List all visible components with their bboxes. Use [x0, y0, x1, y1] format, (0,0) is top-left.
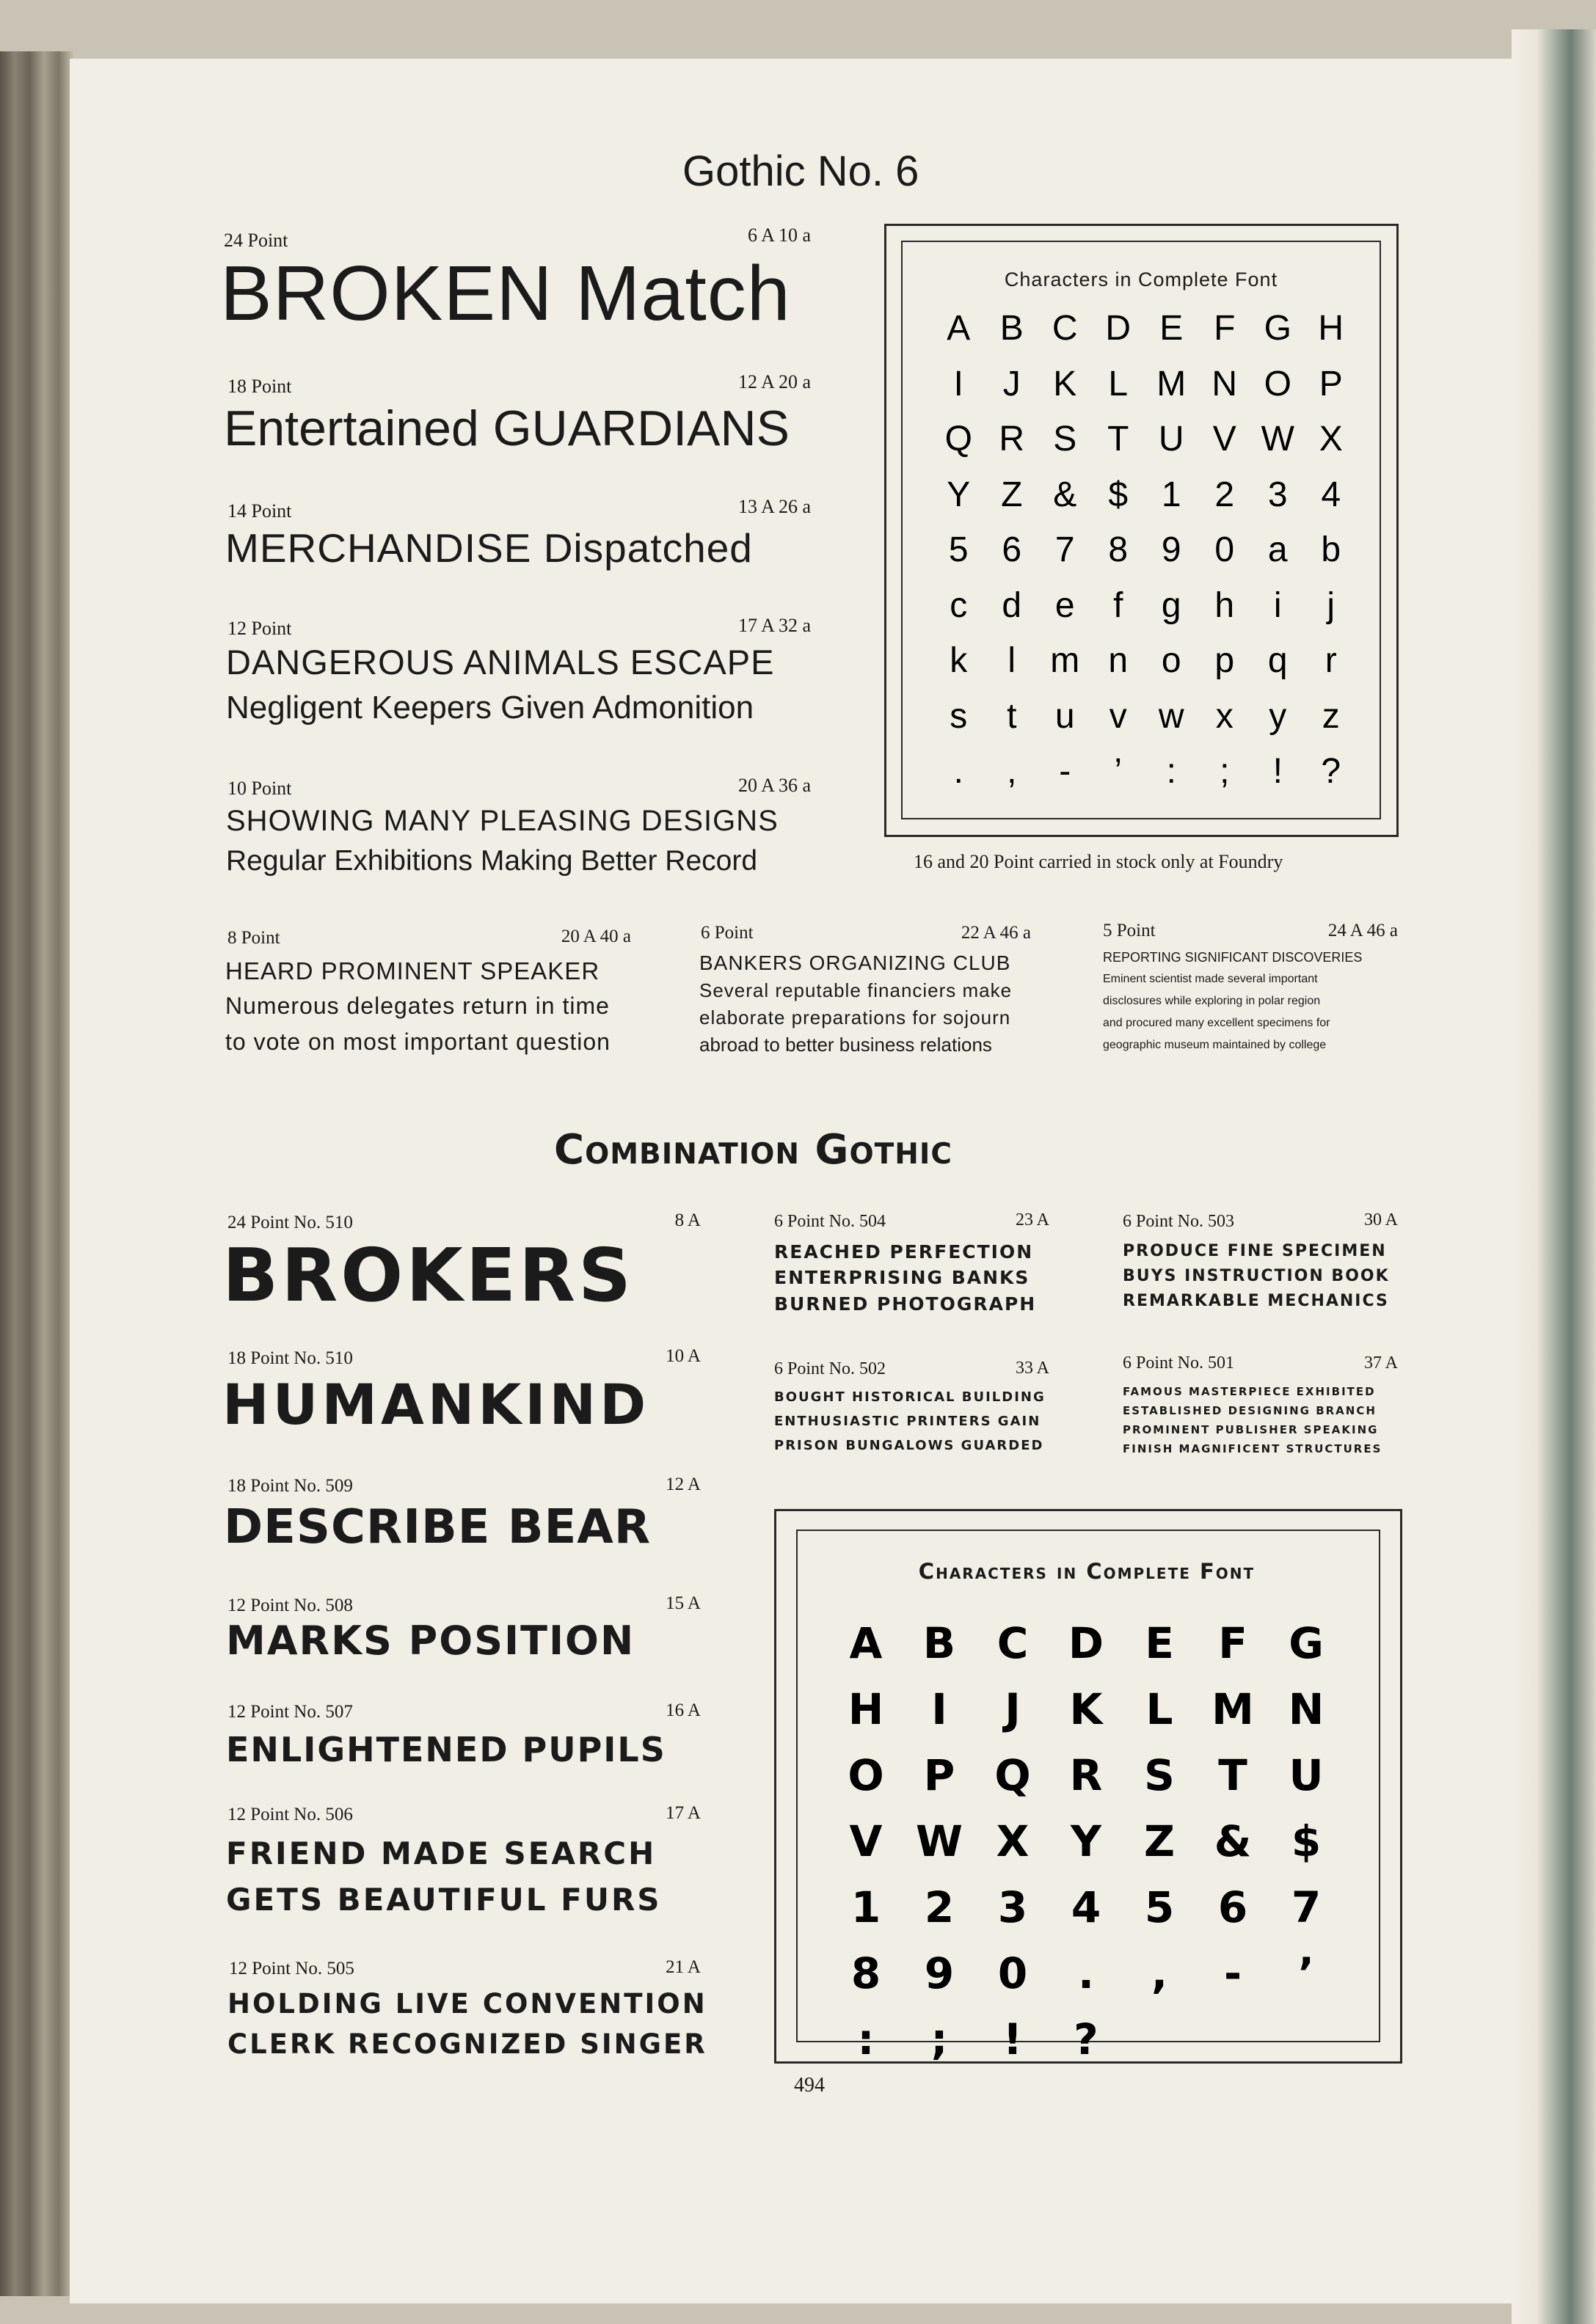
font-character: h: [1214, 585, 1235, 625]
font-character: C: [996, 1618, 1029, 1668]
font-character: w: [1158, 696, 1184, 736]
specimen-count-label: 23 A: [1015, 1210, 1049, 1229]
font-character: -: [1223, 1948, 1242, 1998]
specimen-count-label: 12 A 20 a: [738, 371, 811, 392]
specimen-line: DANGEROUS ANIMALS ESCAPE: [226, 643, 775, 682]
font-character: 9: [1161, 530, 1181, 569]
specimen-count-label: 10 A: [666, 1346, 701, 1366]
font-character: c: [950, 585, 968, 625]
specimen-size-label: 12 Point No. 506: [227, 1805, 353, 1824]
specimen-line: elaborate preparations for sojourn: [699, 1006, 1011, 1028]
specimen-line: REPORTING SIGNIFICANT DISCOVERIES: [1103, 950, 1363, 965]
specimen-count-label: 13 A 26 a: [738, 496, 811, 517]
specimen-size-label: 6 Point No. 503: [1123, 1212, 1235, 1231]
font-character: P: [1319, 364, 1343, 403]
character-grid: [932, 301, 1358, 800]
font-character: E: [1145, 1618, 1174, 1668]
font-character: Z: [1143, 1816, 1176, 1866]
specimen-size-label: 14 Point: [227, 500, 292, 522]
font-character: 7: [1054, 530, 1075, 569]
specimen-count-label: 24 A 46 a: [1327, 921, 1398, 940]
specimen-count-label: 20 A 36 a: [738, 775, 811, 796]
font-character: m: [1050, 641, 1080, 680]
font-box-heading: Characters in Complete Font: [1004, 268, 1278, 290]
font-character: J: [1005, 1684, 1021, 1734]
specimen-line: BANKERS ORGANIZING CLUB: [699, 951, 1011, 974]
specimen-line: FINISH MAGNIFICENT STRUCTURES: [1123, 1442, 1382, 1455]
specimen-size-label: 12 Point: [227, 618, 292, 639]
specimen-size-label: 8 Point: [227, 928, 280, 948]
font-character: z: [1322, 696, 1340, 736]
font-character: &: [1214, 1816, 1252, 1866]
font-character: 1: [1161, 475, 1181, 514]
font-character: V: [849, 1816, 883, 1866]
specimen-size-label: 12 Point No. 507: [227, 1702, 353, 1722]
specimen-count-label: 20 A 40 a: [561, 927, 631, 946]
font-character: 8: [850, 1948, 881, 1998]
font-character: e: [1054, 585, 1075, 625]
specimen-line: BOUGHT HISTORICAL BUILDING: [774, 1389, 1046, 1405]
specimen-count-label: 8 A: [674, 1210, 701, 1230]
font-character: 4: [1321, 475, 1341, 514]
specimen-count-label: 12 A: [666, 1475, 701, 1494]
specimen-line: ENTERPRISING BANKS: [774, 1267, 1030, 1288]
font-character: Y: [1071, 1816, 1101, 1866]
font-character: L: [1145, 1684, 1173, 1734]
font-character: a: [1267, 530, 1288, 569]
font-character: 5: [1144, 1882, 1175, 1932]
font-character: 8: [1108, 530, 1129, 569]
font-character: 0: [1214, 530, 1235, 569]
font-character: o: [1161, 641, 1181, 680]
font-character: 0: [997, 1948, 1028, 1998]
font-character: ?: [1321, 752, 1341, 791]
specimen-line: DESCRIBE BEAR: [224, 1500, 652, 1554]
font-character: R: [999, 420, 1025, 458]
specimen-line: MARKS POSITION: [226, 1618, 635, 1664]
font-character: S: [1053, 420, 1077, 458]
specimen-line: HOLDING LIVE CONVENTION: [227, 1988, 707, 2020]
font-character: L: [1108, 364, 1129, 403]
specimen-line: BURNED PHOTOGRAPH: [774, 1293, 1037, 1315]
font-character: j: [1327, 585, 1336, 625]
font-character: E: [1159, 309, 1184, 348]
page-number: 494: [794, 2074, 825, 2097]
specimen-count-label: 15 A: [666, 1593, 701, 1613]
font-character: 2: [1214, 475, 1235, 514]
character-grid: [829, 1610, 1343, 2072]
font-character: 2: [924, 1882, 955, 1932]
specimen-size-label: 24 Point No. 510: [227, 1213, 353, 1232]
font-character: S: [1144, 1750, 1175, 1800]
font-character: u: [1054, 696, 1075, 736]
specimen-line: HEARD PROMINENT SPEAKER: [225, 957, 600, 984]
font-character: O: [1264, 364, 1291, 403]
font-character: F: [1214, 309, 1236, 348]
specimen-count-label: 17 A: [666, 1803, 701, 1823]
specimen-count-label: 17 A 32 a: [738, 615, 811, 636]
font-character: ;: [1220, 752, 1230, 791]
font-character: 6: [1217, 1882, 1248, 1932]
specimen-line: FRIEND MADE SEARCH: [226, 1835, 657, 1871]
font-character: i: [1273, 585, 1282, 625]
font-character: G: [1289, 1618, 1324, 1668]
book-binding: [0, 51, 73, 2296]
font-character: x: [1215, 696, 1234, 736]
font-character: U: [1289, 1750, 1324, 1800]
specimen-line: Negligent Keepers Given Admonition: [226, 690, 754, 726]
font-character: y: [1269, 696, 1287, 736]
font-character: A: [849, 1618, 883, 1668]
font-character: n: [1108, 641, 1129, 680]
font-character: B: [999, 309, 1024, 348]
font-character: D: [1105, 309, 1132, 348]
specimen-line: abroad to better business relations: [699, 1034, 992, 1056]
font-character: r: [1324, 641, 1337, 680]
font-character: s: [950, 696, 968, 736]
font-character: 5: [948, 530, 969, 569]
specimen-line: Entertained GUARDIANS: [224, 401, 790, 456]
specimen-line: MERCHANDISE Dispatched: [225, 525, 753, 571]
font-character: U: [1158, 420, 1184, 458]
font-character: v: [1109, 696, 1127, 736]
font-character: I: [953, 364, 963, 403]
font-character: Z: [1001, 475, 1023, 514]
font-character: X: [996, 1816, 1030, 1866]
font-character: N: [1288, 1684, 1324, 1734]
font-character: ’: [1114, 752, 1123, 791]
font-character: W: [1261, 420, 1294, 458]
font-character: q: [1267, 641, 1288, 680]
specimen-line: to vote on most important question: [225, 1028, 611, 1055]
specimen-count-label: 33 A: [1015, 1359, 1049, 1378]
specimen-line: Numerous delegates return in time: [225, 993, 610, 1019]
font-character: $: [1108, 475, 1129, 514]
specimen-line: and procured many excellent specimens for: [1103, 1017, 1330, 1029]
font-character: :: [1166, 752, 1176, 791]
specimen-line: BROKEN Match: [220, 250, 791, 337]
font-character: ,: [1151, 1948, 1168, 1998]
specimen-count-label: 16 A: [666, 1700, 701, 1720]
font-character: d: [1002, 585, 1022, 625]
font-character: l: [1007, 641, 1016, 680]
font-character: ’: [1297, 1948, 1315, 1998]
specimen-size-label: 18 Point: [227, 376, 292, 397]
specimen-line: FAMOUS MASTERPIECE EXHIBITED: [1123, 1385, 1376, 1398]
specimen-size-label: 10 Point: [227, 778, 292, 799]
font-character: p: [1214, 641, 1235, 680]
specimen-line: CLERK RECOGNIZED SINGER: [227, 2028, 707, 2060]
font-character: 3: [1267, 475, 1288, 514]
font-character: W: [916, 1816, 963, 1866]
specimen-size-label: 6 Point No. 504: [774, 1212, 886, 1231]
specimen-count-label: 21 A: [666, 1957, 701, 1977]
specimen-line: geographic museum maintained by college: [1103, 1039, 1327, 1051]
font-character: .: [1077, 1948, 1095, 1998]
specimen-count-label: 30 A: [1363, 1210, 1398, 1229]
specimen-line: SHOWING MANY PLEASING DESIGNS: [226, 805, 779, 837]
font-character: 4: [1071, 1882, 1101, 1932]
font-character: C: [1052, 309, 1078, 348]
specimen-line: Regular Exhibitions Making Better Record: [226, 845, 758, 877]
font-character: &: [1053, 475, 1077, 514]
specimen-size-label: 12 Point No. 505: [229, 1959, 354, 1978]
font-character: !: [1002, 2014, 1023, 2064]
font-character: 7: [1291, 1882, 1322, 1932]
specimen-count-label: 37 A: [1363, 1353, 1398, 1373]
specimen-line: ENTHUSIASTIC PRINTERS GAIN: [774, 1414, 1041, 1429]
next-page-edge: [1512, 29, 1596, 2324]
font-character: 6: [1002, 530, 1022, 569]
font-character: I: [931, 1684, 947, 1734]
font-character: D: [1068, 1618, 1104, 1668]
specimen-line: PRODUCE FINE SPECIMEN: [1123, 1242, 1387, 1260]
font-character: T: [1107, 420, 1129, 458]
font-character: -: [1059, 752, 1071, 791]
font-character: 1: [850, 1882, 881, 1932]
font-character: O: [848, 1750, 884, 1800]
specimen-count-label: 22 A 46 a: [961, 923, 1031, 943]
font-character: b: [1321, 530, 1341, 569]
font-character: g: [1161, 585, 1181, 625]
combination-title: Combination Gothic: [554, 1126, 952, 1174]
font-character: B: [922, 1618, 956, 1668]
font-character: Q: [944, 420, 972, 458]
font-character: 9: [924, 1948, 955, 1998]
font-character: P: [923, 1750, 955, 1800]
specimen-line: HUMANKIND: [222, 1372, 650, 1437]
gothic6-title: Gothic No. 6: [682, 147, 919, 195]
specimen-line: REACHED PERFECTION: [774, 1241, 1034, 1263]
specimen-line: REMARKABLE MECHANICS: [1123, 1292, 1389, 1310]
specimen-size-label: 5 Point: [1103, 921, 1156, 940]
font-character: t: [1007, 696, 1017, 736]
specimen-line: Eminent scientist made several important: [1103, 973, 1318, 985]
font-character: K: [1069, 1684, 1103, 1734]
font-character: $: [1291, 1816, 1322, 1866]
font-character: ,: [1007, 752, 1017, 791]
font-character: k: [950, 641, 968, 680]
specimen-line: Several reputable financiers make: [699, 979, 1013, 1001]
specimen-size-label: 18 Point No. 509: [227, 1476, 353, 1496]
specimen-count-label: 6 A 10 a: [748, 224, 811, 246]
font-character: K: [1053, 364, 1077, 403]
specimen-line: PROMINENT PUBLISHER SPEAKING: [1123, 1423, 1379, 1436]
font-character: G: [1264, 309, 1291, 348]
specimen-line: PRISON BUNGALOWS GUARDED: [774, 1438, 1044, 1453]
font-character: 3: [997, 1882, 1028, 1932]
font-character: M: [1211, 1684, 1254, 1734]
specimen-size-label: 24 Point: [224, 230, 288, 251]
font-character: .: [953, 752, 963, 791]
font-character: R: [1069, 1750, 1103, 1800]
specimen-size-label: 12 Point No. 508: [227, 1596, 353, 1615]
font-character: Y: [947, 475, 971, 514]
font-character: N: [1211, 364, 1238, 403]
font-character: M: [1156, 364, 1187, 403]
specimen-size-label: 6 Point No. 501: [1123, 1353, 1235, 1373]
specimen-size-label: 6 Point No. 502: [774, 1359, 886, 1378]
font-character: :: [857, 2014, 875, 2064]
font-character: T: [1218, 1750, 1247, 1800]
font-character: ?: [1074, 2014, 1098, 2064]
font-character: X: [1319, 420, 1343, 458]
specimen-line: BROKERS: [222, 1232, 635, 1318]
specimen-line: BUYS INSTRUCTION BOOK: [1123, 1267, 1390, 1285]
font-character: H: [848, 1684, 884, 1734]
font-character: H: [1318, 309, 1344, 348]
font-character: Q: [994, 1750, 1031, 1800]
specimen-size-label: 18 Point No. 510: [227, 1348, 353, 1368]
font-character: f: [1113, 585, 1123, 625]
font-character: !: [1272, 752, 1283, 791]
specimen-line: disclosures while exploring in polar region: [1103, 995, 1321, 1007]
font-character: A: [947, 309, 971, 348]
specimen-size-label: 6 Point: [701, 923, 754, 943]
font-character: J: [1002, 364, 1021, 403]
specimen-line: ENLIGHTENED PUPILS: [226, 1730, 666, 1769]
specimen-line: ESTABLISHED DESIGNING BRANCH: [1123, 1404, 1377, 1417]
font-box-heading: Characters in Complete Font: [918, 1559, 1256, 1584]
font-character: F: [1218, 1618, 1247, 1668]
specimen-line: GETS BEAUTIFUL FURS: [226, 1882, 662, 1918]
font-box-note: 16 and 20 Point carried in stock only at Foundry: [914, 851, 1283, 872]
font-character: V: [1212, 420, 1236, 458]
font-character: ;: [930, 2014, 948, 2064]
